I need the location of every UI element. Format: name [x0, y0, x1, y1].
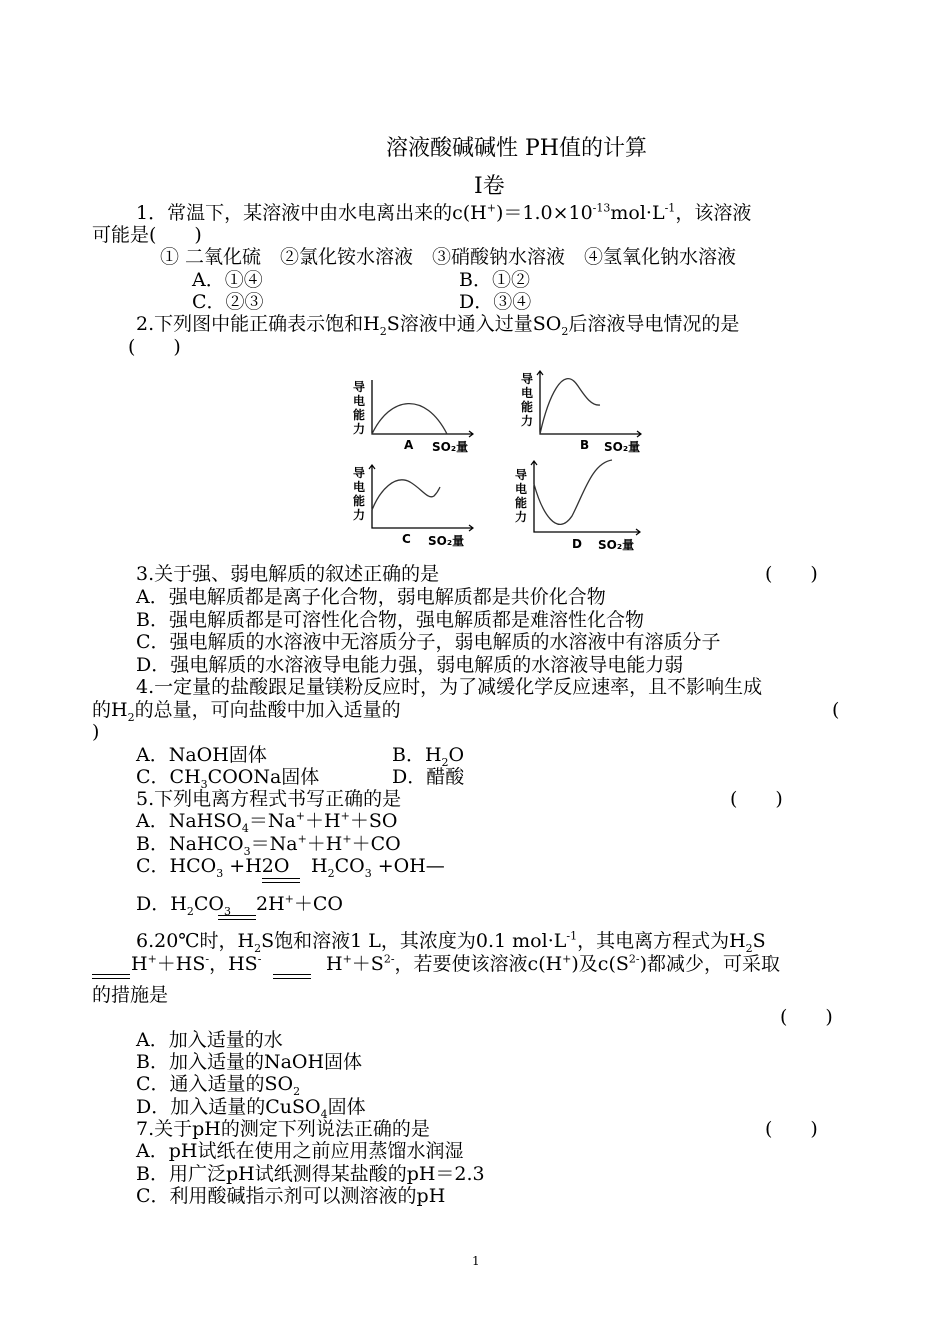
section-heading: I卷: [474, 174, 505, 199]
q6-option-d: D．加入适量的CuSO$_4$固体: [136, 1096, 366, 1121]
q3-option-c: C．强电解质的水溶液中无溶质分子，弱电解质的水溶液中有溶质分子: [136, 631, 721, 653]
q6-line2a: H+＋HS-，HS-: [131, 952, 262, 975]
q5-option-b: B．NaHCO$_3$＝Na+＋H+＋CO: [136, 832, 401, 858]
q7-option-a: A．pH试纸在使用之前应用蒸馏水润湿: [136, 1140, 464, 1162]
q6-option-b: B．加入适量的NaOH固体: [136, 1051, 363, 1073]
q4-paren-open: (: [832, 699, 840, 721]
page-title: 溶液酸碱碱性 PH值的计算: [386, 136, 647, 161]
q5-paren: ( ): [730, 788, 783, 810]
q1-line2: 可能是( ): [92, 224, 202, 246]
q2-line1: 2.下列图中能正确表示饱和$H_2S$溶液中通入过量$SO_2$后溶液导电情况的是: [136, 313, 740, 338]
q7-option-c: C．利用酸碱指示剂可以测溶液的pH: [136, 1185, 446, 1207]
q5-option-a: A．NaHSO$_4$＝Na+＋H+＋SO: [136, 809, 398, 835]
q4-line2: 的$H_2$的总量，可向盐酸中加入适量的: [92, 699, 401, 724]
q7-option-b: B．用广泛pH试纸测得某盐酸的pH＝2.3: [136, 1163, 485, 1185]
graph-b: 导 电 能 力 B SO₂量: [520, 372, 641, 454]
q6-paren: ( ): [780, 1006, 833, 1028]
q1-option-d: D．③④: [459, 291, 532, 313]
q5-option-c: C．$HCO_3 +H2O$: [136, 855, 290, 880]
q6-line3: 的措施是: [92, 984, 169, 1006]
equilibrium-arrow: [262, 877, 300, 885]
q4-option-a: A．NaOH固体: [136, 744, 267, 766]
q3-paren: ( ): [765, 563, 818, 585]
page-number: 1: [472, 1254, 480, 1268]
q4-option-d: D．醋酸: [392, 766, 465, 788]
q4-option-c: C．$CH_3COONa$固体: [136, 766, 320, 791]
q5-option-d-product: 2H+＋CO: [256, 892, 344, 915]
q2-line2: ( ): [128, 336, 181, 358]
q1-line1: 1．常温下，某溶液中由水电离出来的$c(H^+)=1.0\times 10^{-13}mol\cdot L^{-1}$，该溶液: [136, 201, 752, 224]
graph-a: 导 电 能 力 A SO₂量: [350, 376, 480, 456]
q4-paren-close: ): [92, 721, 100, 743]
q6-option-c: C．通入适量的$SO_2$: [136, 1073, 301, 1098]
q5-option-d: D．$H_2CO_3$: [136, 893, 231, 918]
q6-line2b: $H^++S^{2-}$，若要使该溶液c(H+)及$c(S^{2-})$都减少，可采取: [326, 952, 781, 975]
q3-stem: 3.关于强、弱电解质的叙述正确的是: [136, 563, 440, 585]
q1-option-c: C．②③: [192, 291, 264, 313]
q7-stem: 7.关于pH的测定下列说法正确的是: [136, 1118, 430, 1140]
graph-d: 导 电 能 力 D SO₂量: [512, 458, 647, 548]
equilibrium-arrow: [92, 973, 130, 981]
q6-option-a: A．加入适量的水: [136, 1029, 283, 1051]
q1-items: ① 二氧化硫 ②氯化铵水溶液 ③硝酸钠水溶液 ④氢氧化钠水溶液: [160, 246, 737, 268]
q3-option-b: B．强电解质都是可溶性化合物，强电解质都是难溶性化合物: [136, 609, 644, 631]
q1-option-b: B．①②: [459, 269, 530, 291]
q3-option-a: A．强电解质都是离子化合物，弱电解质都是共价化合物: [136, 586, 606, 608]
q5-stem: 5.下列电离方程式书写正确的是: [136, 788, 402, 810]
q7-paren: ( ): [765, 1118, 818, 1140]
equilibrium-arrow: [218, 914, 256, 922]
graph-c: 导 电 能 力 C SO₂量: [350, 462, 480, 548]
q3-option-d: D．强电解质的水溶液导电能力强，弱电解质的水溶液导电能力弱: [136, 654, 684, 676]
q4-option-b: B．$H_2O$: [392, 744, 465, 769]
q6-line1: 6.20℃时，$H_2S$饱和溶液1 L，其浓度为0.1 $mol\cdot L^{-1}$，其电离方程式为$H_2S$: [136, 929, 766, 955]
q5-option-c-product: $H_2CO_3$ +OH—: [311, 855, 445, 880]
q4-line1: 4.一定量的盐酸跟足量镁粉反应时，为了减缓化学反应速率，且不影响生成: [136, 676, 763, 698]
equilibrium-arrow: [273, 973, 311, 981]
q1-option-a: A．①④: [192, 269, 263, 291]
